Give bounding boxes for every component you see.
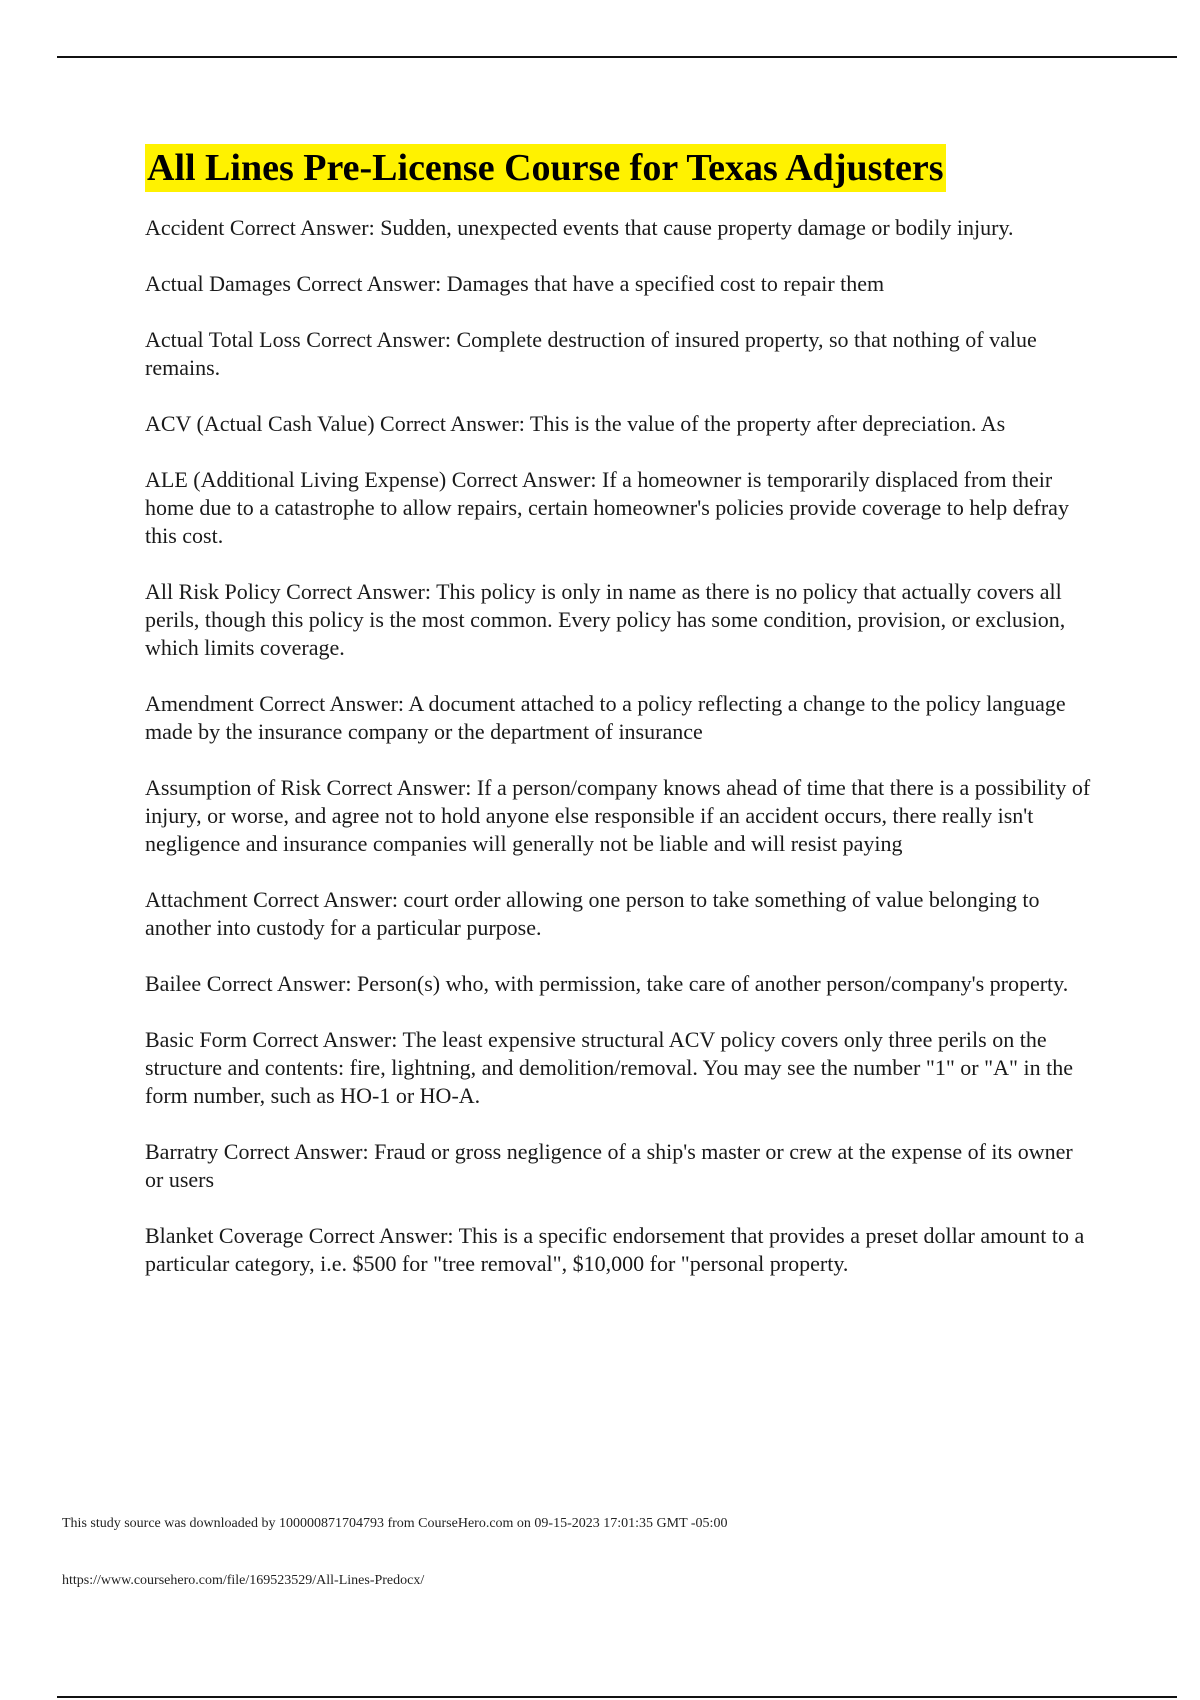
entry-accident: Accident Correct Answer: Sudden, unexpected events that cause property damage or bodily injury.: [145, 215, 1014, 240]
source-url: https://www.coursehero.com/file/169523529/All-Lines-Predocx/: [62, 1573, 425, 1588]
document-body: [145, 144, 1095, 1306]
entry-amendment: Amendment Correct Answer: A document attached to a policy reflecting a change to the policy language made by the insurance company or the department of insurance: [145, 691, 1066, 744]
entry-barratry: Barratry Correct Answer: Fraud or gross negligence of a ship's master or crew at the expense of its owner or users: [145, 1139, 1073, 1192]
entry-actual-damages: Actual Damages Correct Answer: Damages that have a specified cost to repair them: [145, 271, 885, 296]
document-title: All Lines Pre-License Course for Texas Adjusters: [145, 144, 946, 192]
entry-acv: ACV (Actual Cash Value) Correct Answer: This is the value of the property after depreciation. As: [145, 411, 1006, 436]
entry-assumption-of-risk: Assumption of Risk Correct Answer: If a person/company knows ahead of time that there is a possibility of injury, or worse, and agree not to hold anyone else responsible if an accident occurs, there really isn't negligence and insurance companies will generally not be liable and will resist paying: [145, 775, 1091, 856]
download-source-note: This study source was downloaded by 100000871704793 from CourseHero.com on 09-15-2023 17:01:35 GMT -05:00: [62, 1516, 728, 1531]
entry-all-risk-policy: All Risk Policy Correct Answer: This policy is only in name as there is no policy that actually covers all perils, though this policy is the most common. Every policy has some condition, provision, or exclusion, which limits coverage.: [145, 579, 1066, 660]
entry-blanket-coverage: Blanket Coverage Correct Answer: This is a specific endorsement that provides a preset dollar amount to a particular category, i.e. $500 for "tree removal", $10,000 for "personal property.: [145, 1223, 1085, 1276]
entry-ale: ALE (Additional Living Expense) Correct Answer: If a homeowner is temporarily displaced from their home due to a catastrophe to allow repairs, certain homeowner's policies provide coverage to help defray this cost.: [145, 467, 1069, 548]
entry-attachment: Attachment Correct Answer: court order allowing one person to take something of value belonging to another into custody for a particular purpose.: [145, 887, 1040, 940]
top-rule: [57, 56, 1177, 58]
entry-basic-form: Basic Form Correct Answer: The least expensive structural ACV policy covers only three perils on the structure and contents: fire, lightning, and demolition/removal. You may see the number "1" or "A" in the form number, such as HO-1 or HO-A.: [145, 1027, 1073, 1108]
entry-actual-total-loss: Actual Total Loss Correct Answer: Complete destruction of insured property, so that nothing of value remains.: [145, 327, 1037, 380]
entry-bailee: Bailee Correct Answer: Person(s) who, with permission, take care of another person/company's property.: [145, 971, 1069, 996]
entry-list: [145, 214, 1095, 1278]
bottom-rule: [57, 1696, 1177, 1698]
